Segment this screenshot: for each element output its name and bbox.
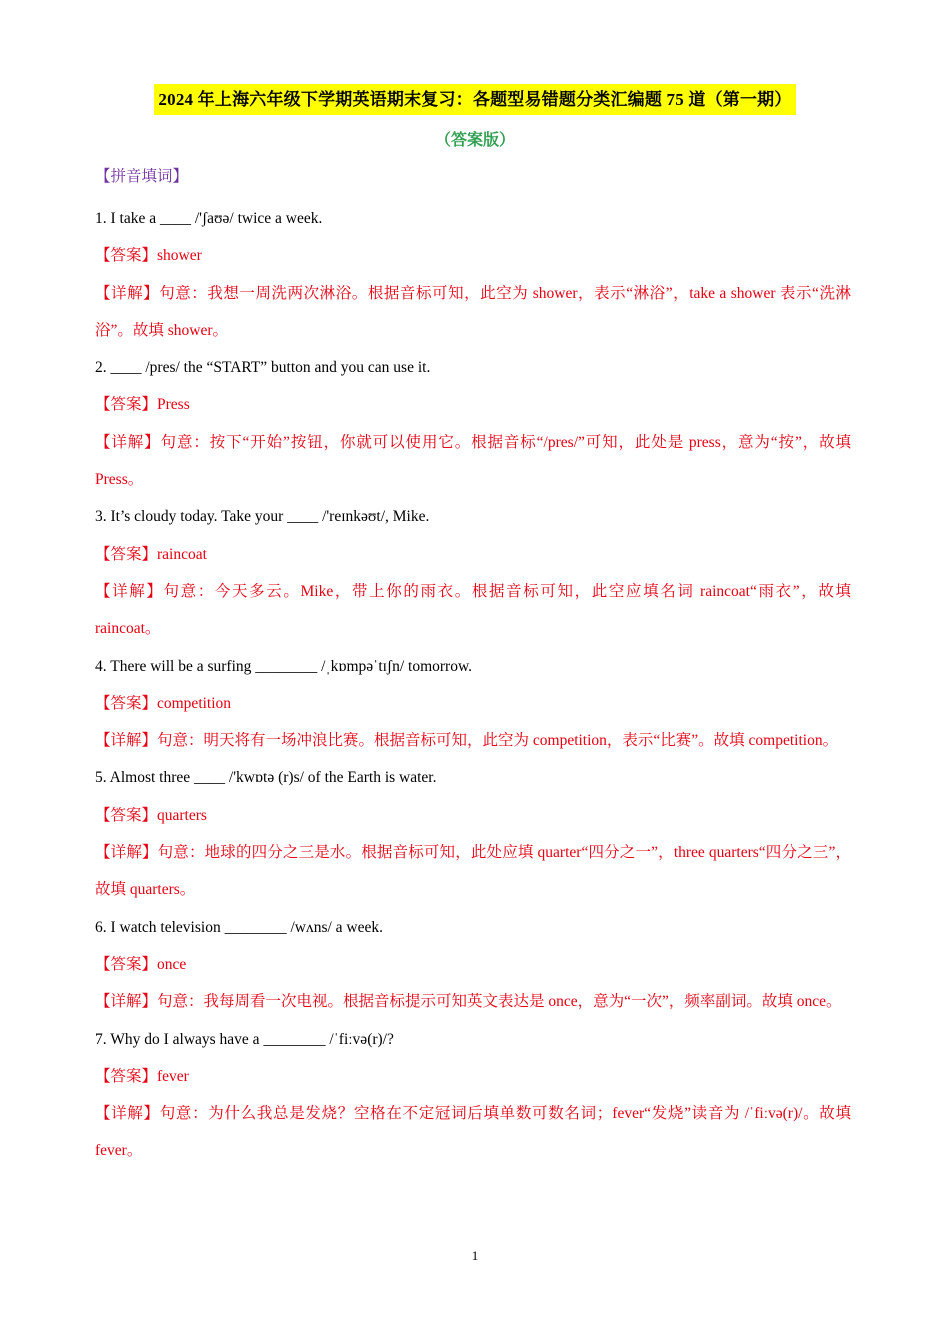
question-block-3 [95,498,851,647]
answer-text: 【答案】shower [95,247,202,265]
page-subtitle: （答案版） [434,132,515,149]
question-text: 6. I watch television ________ /wʌns/ a week. [95,918,383,936]
question-text: 5. Almost three ____ /'kwɒtə (r)s/ of the Earth is water. [95,769,437,787]
question-block-6 [95,909,851,1021]
question-text: 2. ____ /pres/ the “START” button and you can use it. [95,359,431,377]
explanation-text: 【详解】句意：我每周看一次电视。根据音标提示可知英文表达是 once，意为“一次”，频率副词。故填 once。 [95,993,842,1011]
answer-text: 【答案】raincoat [95,545,207,563]
title-wrap [0,84,950,115]
question-block-7 [95,1021,851,1170]
answer-text: 【答案】Press [95,396,190,414]
question-text: 3. It’s cloudy today. Take your ____ /'reɪnkəʊt/, Mike. [95,508,430,526]
explanation-text: 【详解】句意：今天多云。Mike，带上你的雨衣。根据音标可知，此空应填名词 raincoat“雨衣”，故填 raincoat。 [95,582,851,638]
section-heading: 【拼音填词】 [95,168,189,185]
question-list [95,200,851,1170]
answer-text: 【答案】competition [95,694,232,712]
answer-text: 【答案】fever [95,1067,189,1085]
explanation-text: 【详解】句意：我想一周洗两次淋浴。根据音标可知，此空为 shower，表示“淋浴”，take a shower 表示“洗淋浴”。故填 shower。 [95,284,851,339]
question-text: 1. I take a ____ /'ʃaʊə/ twice a week. [95,210,323,227]
question-block-2 [95,349,851,498]
question-block-1 [95,200,851,349]
explanation-text: 【详解】句意：为什么我总是发烧？空格在不定冠词后填单数可数名词；fever“发烧”读音为 /ˈfiːvə(r)/。故填 fever。 [95,1105,851,1160]
page-number: 1 [471,1248,479,1263]
page-title: 2024 年上海六年级下学期英语期末复习：各题型易错题分类汇编题 75 道（第一期） [154,84,795,115]
question-text: 4. There will be a surfing ________ /ˌkɒmpəˈtɪʃn/ tomorrow. [95,657,473,675]
explanation-text: 【详解】句意：明天将有一场冲浪比赛。根据音标可知，此空为 competition，表示“比赛”。故填 competition。 [95,732,839,750]
explanation-text: 【详解】句意：地球的四分之三是水。根据音标可知，此处应填 quarter“四分之一”，three quarters“四分之三”，故填 quarters。 [95,844,851,899]
question-block-4 [95,648,851,760]
question-text: 7. Why do I always have a ________ /ˈfiːvə(r)/? [95,1030,394,1048]
answer-text: 【答案】once [95,955,187,973]
explanation-text: 【详解】句意：按下“开始”按钮，你就可以使用它。根据音标“/pres/”可知，此处是 press，意为“按”，故填 Press。 [95,433,851,489]
question-block-5 [95,759,851,908]
answer-text: 【答案】quarters [95,806,207,824]
